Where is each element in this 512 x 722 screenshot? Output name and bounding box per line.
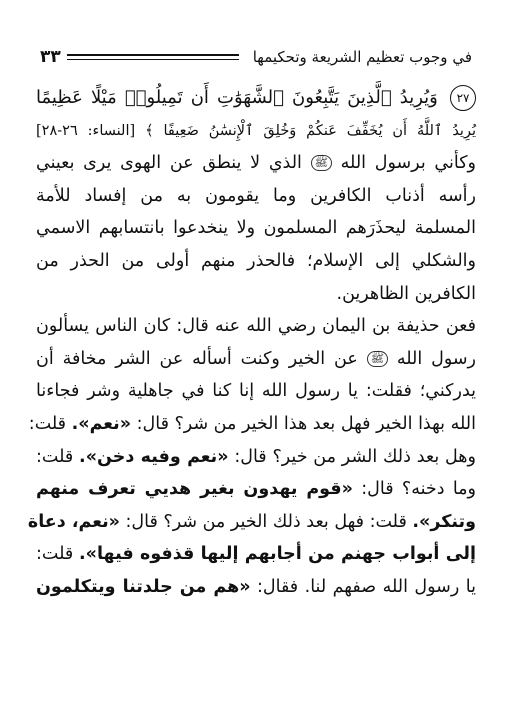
text-span: قلت: فهل بعد ذلك الخير من شر؟ قال: — [125, 511, 407, 532]
hadith-quote: «نعم». — [71, 413, 132, 434]
text-span: عن الخير وكنت أسأله عن الشر مخافة أن — [36, 348, 358, 369]
paragraph-2-line-8 — [36, 538, 476, 571]
text-span: الذي لا ينطق عن الهوى يرى بعيني — [36, 153, 302, 174]
text-span: رسول الله — [396, 348, 476, 369]
salawat-symbol: ﷺ — [311, 155, 332, 171]
hadith-quote: «هم من جلدتنا ويتكلمون — [36, 576, 251, 597]
text-span: قلت: — [28, 413, 67, 434]
paragraph-2-line-9 — [36, 571, 476, 604]
verse-citation: [النساء: ٢٦-٢٨] — [36, 122, 136, 139]
verse-text-2: يُرِيدُ ٱللَّهُ أَن يُخَفِّفَ عَنكُمْ وَخُلِقَ ٱلْإِنسَٰنُ ضَعِيفًا ﴾ — [145, 122, 476, 139]
paragraph-1-line-4: والشكلي إلى الإسلام؛ فالحذر منهم أولى من الحذر من — [36, 250, 476, 271]
paragraph-2-line-3: يدركني؛ فقلت: يا رسول الله إنا كنا في جاهلية وشر فجاءنا — [36, 381, 476, 402]
text-span: الله بهذا الخير فهل بعد هذا الخير من شر؟ قال: — [136, 413, 476, 434]
page-number: ٣٣ — [40, 47, 61, 67]
text-span: يا رسول الله صفهم لنا. فقال: — [257, 576, 476, 597]
paragraph-2-line-5 — [36, 441, 476, 474]
text-span: وما دخنه؟ قال: — [361, 479, 476, 500]
paragraph-1-line-5: الكافرين الظاهرين. — [336, 283, 476, 304]
page-body — [27, 82, 476, 604]
paragraph-1-line-1 — [36, 147, 476, 180]
hadith-quote: «نعم وفيه دخن». — [79, 446, 229, 467]
hadith-quote: إلى أبواب جهنم من أجابهم إليها قذفوه فيها». — [79, 544, 476, 565]
paragraph-1-line-3: المسلمة ليحذَرَهم المسلمون ولا ينخدعوا بانتسابهم الاسمي — [36, 218, 476, 239]
text-span: قلت: — [36, 446, 74, 467]
salawat-symbol: ﷺ — [367, 351, 388, 367]
verse-text-1: وَيُرِيدُ ٱلَّذِينَ يَتَّبِعُونَ ٱلشَّهَوَٰتِ أَن تَمِيلُوا۟ مَيْلًا عَظِيمًا — [36, 87, 438, 108]
paragraph-2-line-7 — [27, 506, 476, 539]
verse-line-2 — [36, 115, 476, 148]
header-rule — [67, 52, 239, 62]
paragraph-2-line-6 — [36, 473, 476, 506]
verse-line-1 — [36, 82, 476, 115]
text-span: قلت: — [36, 544, 74, 565]
page-header — [40, 44, 472, 70]
paragraph-2-line-2 — [36, 343, 476, 376]
running-title: في وجوب تعظيم الشريعة وتحكيمها — [252, 48, 472, 66]
hadith-quote: وتنكر». — [412, 511, 476, 532]
text-span: وهل بعد ذلك الشر من خير؟ قال: — [234, 446, 476, 467]
hadith-quote: «قوم يهدون بغير هديي تعرف منهم — [36, 479, 353, 500]
hadith-quote: «نعم، دعاة — [27, 511, 120, 532]
paragraph-1-line-2: رأسه أذناب الكافرين وما يقومون به من إفساد للأمة — [36, 185, 476, 206]
text-span: وكأني برسول الله — [340, 153, 476, 174]
paragraph-2-line-4 — [28, 408, 476, 441]
ayah-number-marker: ٢٧ — [450, 85, 476, 111]
paragraph-2-line-1: فعن حذيفة بن اليمان رضي الله عنه قال: كان الناس يسألون — [36, 316, 476, 337]
